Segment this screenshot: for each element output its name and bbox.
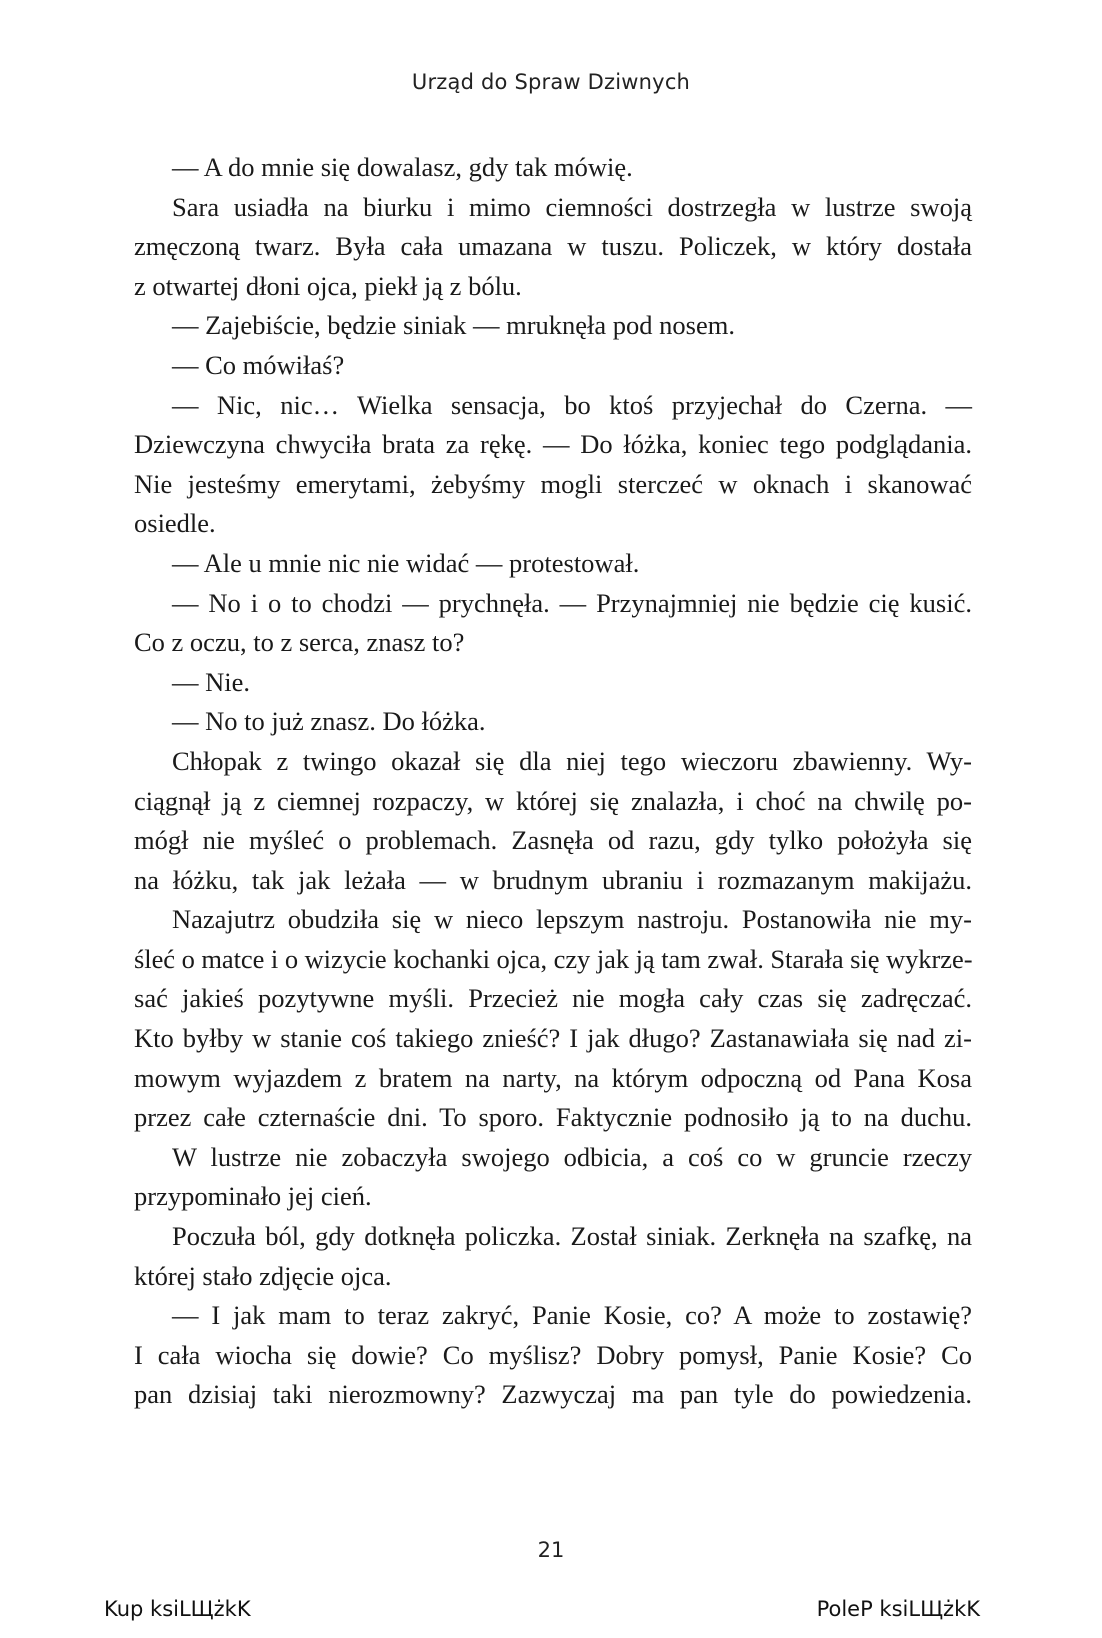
text-line: — Co mówiłaś? [172,349,345,380]
text-line: Nie jesteśmy emerytami, żebyśmy mogli sterczeć w oknach i skanować [134,468,972,499]
text-line: sać jakieś pozytywne myśli. Przecież nie mogła cały czas się zadręczać. [134,983,972,1014]
text-line: z otwartej dłoni ojca, piekł ją z bólu. [134,270,522,301]
text-line: przez całe czternaście dni. To sporo. Faktycznie podnosiło ją to na duchu. [134,1102,972,1133]
text-line: Chłopak z twingo okazał się dla niej tego wieczoru zbawienny. Wy- [172,745,972,776]
text-line: Sara usiadła na biurku i mimo ciemności dostrzegła w lustrze swoją [172,191,972,222]
text-line: — Ale u mnie nic nie widać — protestował. [172,547,640,578]
text-line: osiedle. [134,508,216,539]
page-body-text [134,148,972,1415]
text-line: — No to już znasz. Do łóżka. [172,706,486,737]
buy-book-link[interactable]: Kup ksiLЩżkK [104,1597,251,1621]
running-title: Urząd do Spraw Dziwnych [411,70,691,94]
recommend-book-link[interactable]: PoleP ksiLЩżkK [816,1597,980,1621]
text-line: mowym wyjazdem z bratem na narty, na którym odpoczną od Pana Kosa [134,1062,972,1093]
text-line: I cała wiocha się dowie? Co myślisz? Dobry pomysł, Panie Kosie? Co [134,1339,972,1370]
text-line: śleć o matce i o wizycie kochanki ojca, czy jak ją tam zwał. Starała się wykrze- [134,943,973,974]
text-line: Co z oczu, to z serca, znasz to? [134,627,465,658]
text-line: Dziewczyna chwyciła brata za rękę. — Do łóżka, koniec tego podglądania. [134,429,972,460]
text-line: Nazajutrz obudziła się w nieco lepszym nastroju. Postanowiła nie my- [172,904,972,935]
text-line: przypominało jej cień. [134,1181,372,1212]
text-line: — Zajebiście, będzie siniak — mruknęła pod nosem. [172,310,735,341]
text-line: na łóżku, tak jak leżała — w brudnym ubraniu i rozmazanym makijażu. [134,864,972,895]
text-line: pan dzisiaj taki nierozmowny? Zazwyczaj ma pan tyle do powiedzenia. [134,1379,972,1410]
text-line: — No i o to chodzi — prychnęła. — Przynajmniej nie będzie cię kusić. [172,587,972,618]
text-line: — A do mnie się dowalasz, gdy tak mówię. [172,152,633,182]
text-line: której stało zdjęcie ojca. [134,1260,392,1291]
page-number: 21 [537,1538,565,1562]
text-line: W lustrze nie zobaczyła swojego odbicia, a coś co w gruncie rzeczy [172,1141,972,1172]
text-line: mógł nie myśleć o problemach. Zasnęła od razu, gdy tylko położyła się [134,825,972,856]
text-line: zmęczoną twarz. Była cała umazana w tuszu. Policzek, w który dostała [134,231,972,262]
text-line: — Nic, nic… Wielka sensacja, bo ktoś przyjechał do Czerna. — [172,389,972,420]
text-line: — I jak mam to teraz zakryć, Panie Kosie, co? A może to zostawię? [172,1300,972,1331]
text-line: Kto byłby w stanie coś takiego znieść? I jak długo? Zastanawiała się nad zi- [134,1023,972,1054]
text-line: — Nie. [172,666,251,697]
text-line: Poczuła ból, gdy dotknęła policzka. Został siniak. Zerknęła na szafkę, na [172,1221,972,1252]
text-line: ciągnął ją z ciemnej rozpaczy, w której się znalazła, i choć na chwilę po- [134,785,972,816]
